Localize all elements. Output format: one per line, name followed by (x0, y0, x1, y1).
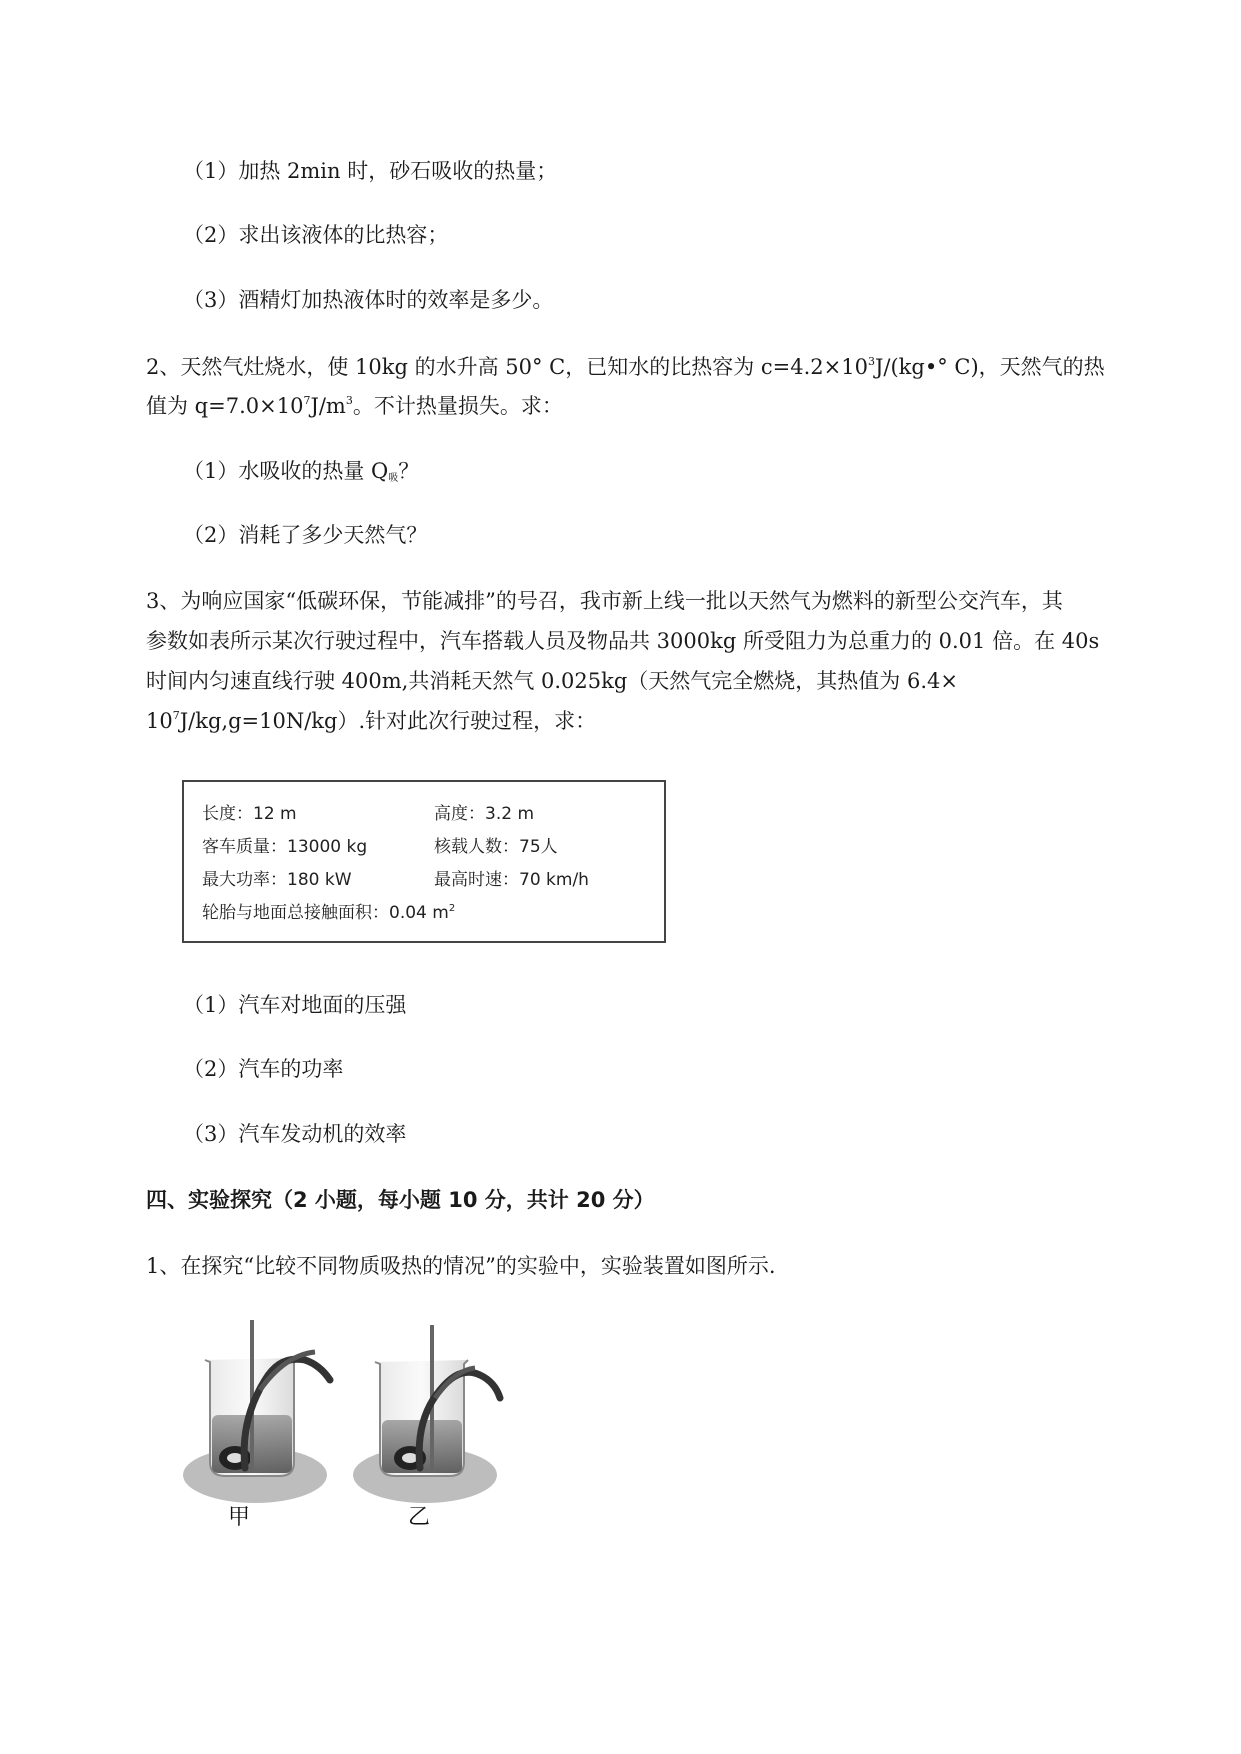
figure-label-jia: 甲 (228, 1505, 251, 1530)
q3-line4-part-a: 10 (146, 709, 173, 733)
q1-sub2: （2）求出该液体的比热容； (183, 223, 449, 247)
q3-stem-line1: 3、为响应国家“低碳环保，节能减排”的号召，我市新上线一批以天然气为燃料的新型公交汽车，其 (146, 589, 1063, 613)
q2-line2-exponent2: 3 (345, 394, 353, 407)
q1-sub1: （1）加热 2min 时，砂石吸收的热量； (183, 159, 558, 183)
beaker-left (183, 1320, 330, 1503)
q3-stem-line2: 参数如表所示某次行驶过程中，汽车搭载人员及物品共 3000kg 所受阻力为总重力的 0.01 倍。在 40s (146, 629, 1100, 653)
spec-contact-area (202, 902, 455, 924)
spec-mass: 客车质量：13000 kg (202, 837, 368, 857)
q2-sub1-part-a: （1）水吸收的热量 Q (183, 459, 389, 483)
q3-stem-line4 (146, 706, 596, 736)
figure-label-yi: 乙 (408, 1505, 431, 1530)
q2-line2-part-c: 。不计热量损失。求： (352, 394, 563, 418)
q2-line2-exponent: 7 (303, 394, 311, 407)
q2-line2-part-b: J/m (310, 394, 346, 418)
q2-line1-part-b: J/(kg•° C)，天然气的热 (875, 355, 1105, 379)
q2-line1-part-a: 2、天然气灶烧水，使 10kg 的水升高 50° C，已知水的比热容为 c=4.2×10 (146, 355, 868, 379)
beaker-right (353, 1325, 500, 1503)
beaker-figure (170, 1320, 550, 1540)
q3-line4-exponent: 7 (172, 709, 180, 722)
q3-sub1: （1）汽车对地面的压强 (183, 993, 407, 1017)
q3-sub3: （3）汽车发动机的效率 (183, 1122, 407, 1146)
q2-stem-line2 (146, 391, 563, 421)
q2-sub2: （2）消耗了多少天然气？ (183, 523, 428, 547)
spec-area-exponent: 2 (448, 903, 456, 914)
spec-height: 高度：3.2 m (434, 804, 534, 824)
q3-line4-part-b: J/kg,g=10N/kg）.针对此次行驶过程，求： (179, 709, 597, 733)
bus-spec-table (182, 780, 666, 943)
beaker-illustration (170, 1320, 550, 1540)
section4-q1: 1、在探究“比较不同物质吸热的情况”的实验中，实验装置如图所示. (146, 1254, 776, 1278)
spec-capacity: 核载人数：75人 (434, 837, 558, 857)
q3-stem-line3: 时间内匀速直线行驶 400m,共消耗天然气 0.025kg（天然气完全燃烧，其热值为 6.4× (146, 669, 958, 693)
q2-sub1 (183, 456, 419, 486)
q2-line2-part-a: 值为 q=7.0×10 (146, 394, 304, 418)
q2-sub1-subscript: 吸 (388, 473, 399, 484)
spec-power: 最大功率：180 kW (202, 870, 352, 890)
q1-sub3: （3）酒精灯加热液体时的效率是多少。 (183, 288, 554, 312)
q2-line1-exponent: 3 (868, 355, 875, 368)
spec-length: 长度：12 m (202, 804, 297, 824)
spec-speed: 最高时速：70 km/h (434, 870, 589, 890)
q3-sub2: （2）汽车的功率 (183, 1057, 344, 1081)
section4-heading: 四、实验探究（2 小题，每小题 10 分，共计 20 分） (146, 1188, 655, 1212)
q2-stem-line1 (146, 352, 1105, 382)
spec-area-text: 轮胎与地面总接触面积：0.04 m (202, 903, 449, 923)
q2-sub1-part-b: ？ (398, 459, 420, 483)
